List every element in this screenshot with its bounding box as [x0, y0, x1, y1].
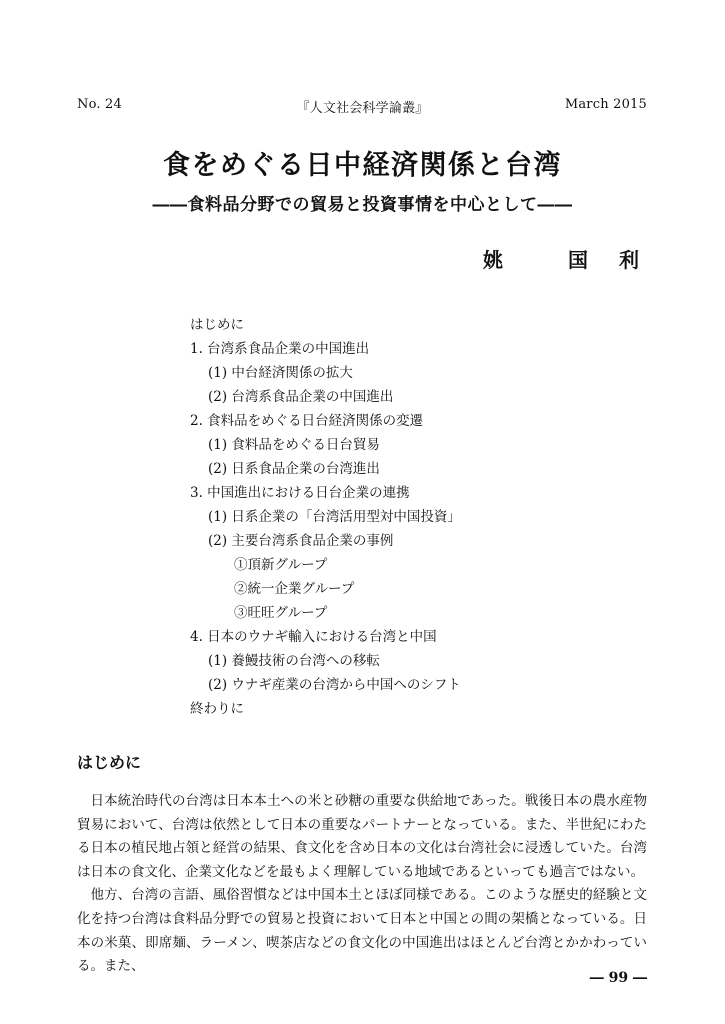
toc-item: (1) 日系企業の「台湾活用型対中国投資」: [208, 509, 461, 525]
author-family-name: 姚: [483, 248, 503, 272]
author-name: [483, 244, 639, 273]
toc-item: 終わりに: [190, 701, 244, 717]
toc-item: ③旺旺グループ: [234, 605, 328, 621]
author-given-name-2: 利: [618, 248, 639, 272]
toc-item: (1) 中台経済関係の拡大: [208, 365, 353, 381]
toc-item: はじめに: [190, 317, 244, 333]
toc-item: (1) 食料品をめぐる日台貿易: [208, 437, 380, 453]
page-number: ― 99 ―: [589, 970, 647, 986]
toc-item: (2) 主要台湾系食品企業の事例: [208, 533, 394, 549]
paragraph: 日本統治時代の台湾は日本本土への米と砂糖の重要な供給地であった。戦後日本の農水産物貿易において、台湾は依然として日本の重要なパートナーとなっている。また、半世紀にわたる日本の植民地占領と経営の結果、食文化を含め日本の文化は台湾社会に浸透していた。台湾は日本の食文化、企業文化などを最もよく理解している地域であるといっても過言ではない。: [77, 793, 647, 880]
toc-item: 2. 食料品をめぐる日台経済関係の変遷: [190, 413, 424, 429]
toc-item: 1. 台湾系食品企業の中国進出: [190, 341, 370, 357]
journal-name: 『人文社会科学論叢』: [296, 101, 429, 116]
paragraph: 他方、台湾の言語、風俗習慣などは中国本土とほぼ同様である。このような歴史的経験と文化を持つ台湾は食料品分野での貿易と投資において日本と中国との間の架橋となっている。日本の米菓、即席麺、ラーメン、喫茶店などの食文化の中国進出はほとんど台湾とかかわっている。また、: [77, 887, 647, 975]
paper-subtitle: ――食料品分野での貿易と投資事情を中心として――: [152, 195, 573, 215]
toc-item: ①頂新グループ: [234, 557, 328, 573]
toc-item: 3. 中国進出における日台企業の連携: [190, 485, 410, 501]
toc-item: (2) 日系食品企業の台湾進出: [208, 461, 380, 477]
paper-title: 食をめぐる日中経済関係と台湾: [163, 150, 562, 181]
toc-item: (1) 養鰻技術の台湾への移転: [208, 653, 380, 669]
toc-item: (2) ウナギ産業の台湾から中国へのシフト: [208, 677, 461, 693]
section-heading: はじめに: [77, 753, 142, 772]
issue-number: No. 24: [77, 97, 122, 112]
table-of-contents: [190, 313, 461, 721]
body-text: [77, 790, 647, 979]
toc-item: ②統一企業グループ: [234, 581, 355, 597]
author-given-name-1: 国: [567, 248, 588, 272]
issue-date: March 2015: [564, 97, 647, 112]
toc-item: (2) 台湾系食品企業の中国進出: [208, 389, 394, 405]
toc-item: 4. 日本のウナギ輸入における台湾と中国: [190, 629, 437, 645]
